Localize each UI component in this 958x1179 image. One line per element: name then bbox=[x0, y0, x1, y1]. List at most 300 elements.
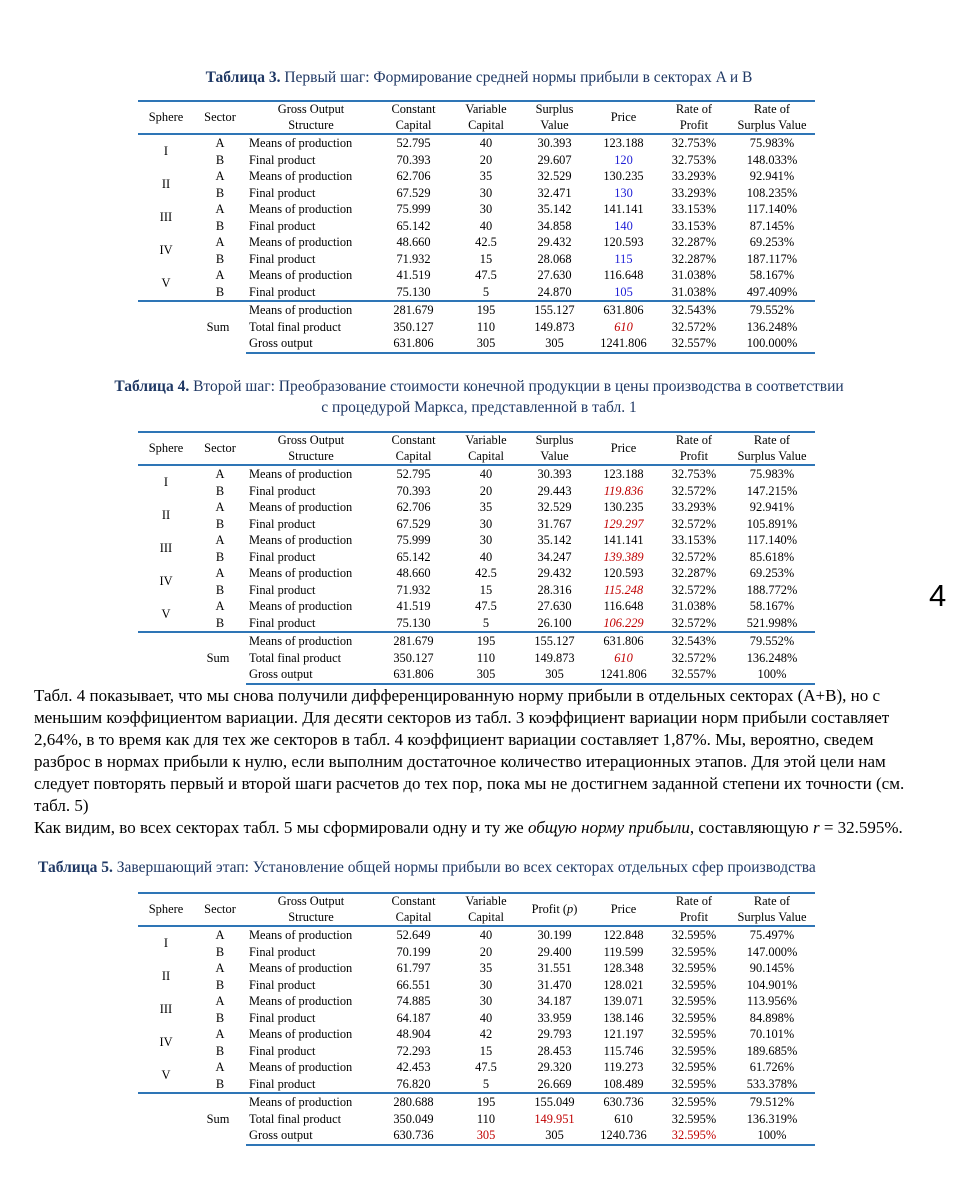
table-cell: 52.795 bbox=[396, 467, 431, 481]
table-cell: 27.630 bbox=[537, 599, 572, 613]
table-cell: 75.497% bbox=[749, 928, 795, 942]
sum-cell: Total final product bbox=[249, 650, 342, 665]
table-row bbox=[138, 185, 815, 202]
table-cell: 130.235 bbox=[603, 169, 644, 183]
sum-cell: 136.248% bbox=[746, 650, 798, 665]
table-cell: 32.471 bbox=[537, 185, 572, 200]
table-cell: 105.891% bbox=[746, 516, 798, 531]
table-cell: 41.519 bbox=[396, 599, 431, 613]
table-cell: 129.297 bbox=[603, 516, 644, 531]
header-constant-capital: Constant Capital bbox=[376, 432, 451, 465]
table-cell: 30 bbox=[479, 994, 493, 1008]
paragraph-2-start: Как видим, во всех секторах табл. 5 мы сформировали одну и ту же bbox=[34, 818, 528, 837]
sum-cell: 1240.736 bbox=[588, 1127, 659, 1145]
table3 bbox=[138, 100, 815, 354]
table-cell: 32.595% bbox=[671, 1027, 717, 1041]
table-cell: Means of production bbox=[249, 202, 353, 216]
sphere-cell: II bbox=[161, 177, 171, 192]
table-cell: 105 bbox=[614, 284, 633, 299]
table-cell: Means of production bbox=[249, 533, 353, 547]
table-cell: Final product bbox=[249, 284, 316, 299]
table-cell: Final product bbox=[249, 218, 316, 233]
table-cell: 32.595% bbox=[671, 1010, 717, 1025]
table-cell: 65.142 bbox=[396, 218, 431, 233]
sum-cell: 610 bbox=[614, 319, 633, 334]
table-cell: Means of production bbox=[249, 1027, 353, 1041]
table-cell: 62.706 bbox=[396, 500, 431, 514]
header-sector: Sector bbox=[194, 101, 246, 134]
paragraph-2-end: = 32.595%. bbox=[819, 818, 903, 837]
table-row bbox=[138, 549, 815, 566]
sum-cell: 79.552% bbox=[729, 632, 815, 650]
table-cell: Means of production bbox=[249, 235, 353, 249]
table-cell: 32.595% bbox=[671, 944, 717, 959]
sphere-cell: V bbox=[161, 276, 171, 291]
table-cell: 74.885 bbox=[396, 994, 431, 1008]
table-cell: 41.519 bbox=[396, 268, 431, 282]
table-cell: 40 bbox=[479, 1010, 493, 1025]
table-cell: 40 bbox=[479, 218, 493, 233]
table-cell: 33.293% bbox=[671, 185, 717, 200]
table-cell: 188.772% bbox=[746, 582, 798, 597]
header-surplus-value: Surplus Value bbox=[521, 432, 588, 465]
table-cell: 40 bbox=[479, 467, 493, 481]
table-cell: 32.287% bbox=[671, 235, 717, 249]
sum-cell: Means of production bbox=[246, 301, 376, 319]
table-cell: 85.618% bbox=[749, 549, 795, 564]
header-sector: Sector bbox=[194, 893, 246, 926]
table-cell: 32.595% bbox=[671, 1076, 717, 1091]
table-cell: 30 bbox=[479, 533, 493, 547]
sum-cell: 79.512% bbox=[729, 1093, 815, 1111]
table-cell: 141.141 bbox=[603, 533, 644, 547]
table-cell: 67.529 bbox=[396, 185, 431, 200]
sum-cell: 155.049 bbox=[521, 1093, 588, 1111]
sum-cell: 136.248% bbox=[746, 319, 798, 334]
table-cell: 32.572% bbox=[671, 516, 717, 531]
table5 bbox=[138, 892, 815, 1146]
table-cell: 67.529 bbox=[396, 516, 431, 531]
table-row bbox=[138, 516, 815, 533]
sum-cell: 110 bbox=[476, 1111, 496, 1126]
header-price: Price bbox=[588, 101, 659, 134]
table-cell: 5 bbox=[482, 284, 490, 299]
sum-cell: Means of production bbox=[246, 632, 376, 650]
table3-caption bbox=[0, 69, 958, 87]
table-row bbox=[138, 565, 815, 582]
table-cell: A bbox=[215, 467, 225, 481]
sum-cell: 32.543% bbox=[659, 632, 729, 650]
table-cell: 75.983% bbox=[749, 467, 795, 481]
sphere-cell: II bbox=[161, 508, 171, 523]
table-cell: 32.595% bbox=[671, 928, 717, 942]
header-rate-of-profit: Rate of Profit bbox=[659, 432, 729, 465]
table-row bbox=[138, 598, 815, 615]
sum-label: Sum bbox=[138, 1093, 246, 1145]
table-cell: Final product bbox=[249, 152, 316, 167]
table-cell: Final product bbox=[249, 944, 316, 959]
table-cell: A bbox=[215, 566, 225, 580]
table-cell: 42.5 bbox=[475, 566, 497, 580]
sum-cell: 350.127 bbox=[393, 650, 434, 665]
table-cell: 20 bbox=[479, 944, 493, 959]
table-cell: A bbox=[215, 169, 225, 183]
table-cell: B bbox=[215, 284, 225, 299]
page-number: 4 bbox=[929, 578, 947, 613]
table-cell: Means of production bbox=[249, 928, 353, 942]
table-row bbox=[138, 499, 815, 516]
header-profit: Profit (p) bbox=[521, 893, 588, 926]
table-cell: 52.649 bbox=[396, 928, 431, 942]
sum-cell: 155.127 bbox=[521, 301, 588, 319]
header-rate-of-profit: Rate of Profit bbox=[659, 101, 729, 134]
table-cell: 117.140% bbox=[746, 533, 798, 547]
table-cell: 30 bbox=[479, 185, 493, 200]
table4 bbox=[138, 431, 815, 685]
table-row bbox=[138, 615, 815, 633]
sum-cell: 631.806 bbox=[376, 335, 451, 353]
table-cell: B bbox=[215, 1043, 225, 1058]
table-cell: 5 bbox=[482, 1076, 490, 1091]
table-cell: 65.142 bbox=[396, 549, 431, 564]
table-row bbox=[138, 1076, 815, 1094]
sum-cell: 305 bbox=[521, 335, 588, 353]
table-cell: 140 bbox=[614, 218, 633, 233]
sum-cell: Gross output bbox=[246, 1127, 376, 1145]
table-cell: 32.572% bbox=[671, 483, 717, 498]
sphere-cell: I bbox=[163, 475, 169, 490]
table-cell: 48.904 bbox=[396, 1027, 431, 1041]
table-cell: 141.141 bbox=[603, 202, 644, 216]
table4-caption-text: Второй шаг: Преобразование стоимости конечной продукции в цены производства в соответствии bbox=[189, 378, 844, 395]
table-cell: A bbox=[215, 1060, 225, 1074]
header-structure: Gross Output Structure bbox=[246, 893, 376, 926]
table-row bbox=[138, 465, 815, 483]
table-cell: B bbox=[215, 218, 225, 233]
sum-cell: 155.127 bbox=[521, 632, 588, 650]
body-text bbox=[34, 685, 934, 839]
table-cell: 52.795 bbox=[396, 136, 431, 150]
table-cell: 33.293% bbox=[671, 500, 717, 514]
table-cell: 521.998% bbox=[746, 615, 798, 630]
table-cell: A bbox=[215, 961, 225, 975]
table-cell: 116.648 bbox=[603, 599, 644, 613]
table-cell: A bbox=[215, 202, 225, 216]
table-cell: 113.956% bbox=[746, 994, 798, 1008]
table-cell: 119.599 bbox=[603, 944, 644, 959]
sum-cell: 630.736 bbox=[376, 1127, 451, 1145]
table-row bbox=[138, 1059, 815, 1076]
table-cell: B bbox=[215, 251, 225, 266]
table-cell: 26.100 bbox=[537, 615, 572, 630]
t4-body bbox=[138, 465, 815, 632]
table-cell: Final product bbox=[249, 549, 316, 564]
sum-cell: 305 bbox=[521, 666, 588, 684]
sum-cell: 631.806 bbox=[376, 666, 451, 684]
table-cell: 76.820 bbox=[396, 1076, 431, 1091]
table-cell: 148.033% bbox=[746, 152, 798, 167]
table-cell: 66.551 bbox=[396, 977, 431, 992]
table-cell: Means of production bbox=[249, 566, 353, 580]
sphere-cell: III bbox=[159, 210, 173, 225]
header-constant-capital: Constant Capital bbox=[376, 893, 451, 926]
sum-cell: 350.049 bbox=[393, 1111, 434, 1126]
table-cell: B bbox=[215, 152, 225, 167]
header-sphere: Sphere bbox=[138, 893, 194, 926]
header-structure: Gross Output Structure bbox=[246, 432, 376, 465]
sum-cell: Gross output bbox=[246, 666, 376, 684]
header-price: Price bbox=[588, 893, 659, 926]
table-row bbox=[138, 152, 815, 169]
table-cell: B bbox=[215, 549, 225, 564]
table-cell: A bbox=[215, 268, 225, 282]
table-cell: A bbox=[215, 928, 225, 942]
header-structure: Gross Output Structure bbox=[246, 101, 376, 134]
table-cell: 29.443 bbox=[537, 483, 572, 498]
table-cell: Means of production bbox=[249, 961, 353, 975]
table-cell: 29.432 bbox=[537, 235, 572, 249]
table-cell: B bbox=[215, 483, 225, 498]
table-cell: 15 bbox=[479, 251, 493, 266]
table-cell: 30.199 bbox=[537, 928, 572, 942]
sum-row bbox=[138, 301, 815, 319]
table-cell: 31.551 bbox=[537, 961, 572, 975]
table-cell: B bbox=[215, 977, 225, 992]
paragraph-2-r: r bbox=[812, 818, 820, 837]
table-cell: 92.941% bbox=[749, 169, 795, 183]
table-row bbox=[138, 284, 815, 302]
table-cell: Final product bbox=[249, 582, 316, 597]
table-cell: 70.101% bbox=[749, 1027, 795, 1041]
table-cell: Final product bbox=[249, 1076, 316, 1091]
table-cell: 30 bbox=[479, 202, 493, 216]
table-cell: 29.432 bbox=[537, 566, 572, 580]
sum-cell: 100.000% bbox=[729, 335, 815, 353]
table-cell: 40 bbox=[479, 549, 493, 564]
table-cell: 70.199 bbox=[396, 944, 431, 959]
table-row bbox=[138, 1043, 815, 1060]
table-cell: 115.746 bbox=[603, 1043, 644, 1058]
table-row bbox=[138, 582, 815, 599]
table-cell: 32.753% bbox=[671, 152, 717, 167]
sum-cell: Means of production bbox=[246, 1093, 376, 1111]
table-cell: 34.858 bbox=[537, 218, 572, 233]
table-cell: 30.393 bbox=[537, 467, 572, 481]
table-cell: 35.142 bbox=[537, 202, 572, 216]
table-cell: 108.489 bbox=[603, 1076, 644, 1091]
table-cell: 42.453 bbox=[396, 1060, 431, 1074]
table-cell: 84.898% bbox=[749, 1010, 795, 1025]
sphere-cell: V bbox=[161, 607, 171, 622]
header-variable-capital: Variable Capital bbox=[451, 432, 521, 465]
table-cell: A bbox=[215, 1027, 225, 1041]
table-cell: 75.130 bbox=[396, 284, 431, 299]
table-cell: 64.187 bbox=[396, 1010, 431, 1025]
table-row bbox=[138, 234, 815, 251]
table-cell: 47.5 bbox=[475, 599, 497, 613]
table-cell: 35 bbox=[479, 169, 493, 183]
header-variable-capital: Variable Capital bbox=[451, 893, 521, 926]
table-cell: 42.5 bbox=[475, 235, 497, 249]
table-cell: B bbox=[215, 615, 225, 630]
table-cell: Means of production bbox=[249, 1060, 353, 1074]
sum-cell: 32.572% bbox=[671, 650, 717, 665]
table-cell: 71.932 bbox=[396, 582, 431, 597]
table-cell: 47.5 bbox=[475, 268, 497, 282]
header-rate-of-surplus-value: Rate of Surplus Value bbox=[729, 432, 815, 465]
sum-cell: 631.806 bbox=[588, 632, 659, 650]
table-cell: Final product bbox=[249, 185, 316, 200]
t4-sum bbox=[138, 632, 815, 684]
sum-label: Sum bbox=[138, 301, 246, 353]
table-cell: 35 bbox=[479, 500, 493, 514]
table-cell: 139.071 bbox=[603, 994, 644, 1008]
table-cell: 123.188 bbox=[603, 467, 644, 481]
paragraph-2 bbox=[34, 817, 934, 839]
table-row bbox=[138, 532, 815, 549]
table-cell: 108.235% bbox=[746, 185, 798, 200]
table-cell: 5 bbox=[482, 615, 490, 630]
sum-cell: 610 bbox=[614, 1111, 633, 1126]
table-cell: B bbox=[215, 185, 225, 200]
table-cell: 32.287% bbox=[671, 251, 717, 266]
table-cell: 497.409% bbox=[746, 284, 798, 299]
table-cell: Means of production bbox=[249, 994, 353, 1008]
table-cell: 119.273 bbox=[603, 1060, 644, 1074]
table-row bbox=[138, 960, 815, 977]
table-cell: 32.595% bbox=[671, 1060, 717, 1074]
sum-cell: 630.736 bbox=[588, 1093, 659, 1111]
sum-cell: 195 bbox=[451, 301, 521, 319]
sphere-cell: I bbox=[163, 144, 169, 159]
table-cell: 117.140% bbox=[746, 202, 798, 216]
t5-header bbox=[138, 893, 815, 926]
table-cell: 115 bbox=[614, 251, 633, 266]
table5-caption-label: Таблица 5. bbox=[38, 859, 113, 876]
table5-caption-text: Завершающий этап: Установление общей нормы прибыли во всех секторах отдельных сфер производства bbox=[112, 859, 816, 876]
table-cell: 35 bbox=[479, 961, 493, 975]
sum-row bbox=[138, 1093, 815, 1111]
sum-row bbox=[138, 632, 815, 650]
table-cell: 72.293 bbox=[396, 1043, 431, 1058]
t3-sum bbox=[138, 301, 815, 353]
sum-label: Sum bbox=[138, 632, 246, 684]
table-row bbox=[138, 1026, 815, 1043]
table-cell: 32.572% bbox=[671, 582, 717, 597]
table-cell: 28.316 bbox=[537, 582, 572, 597]
header-sector: Sector bbox=[194, 432, 246, 465]
table-cell: 58.167% bbox=[749, 599, 795, 613]
table3-caption-text: Первый шаг: Формирование средней нормы прибыли в секторах A и B bbox=[280, 69, 753, 86]
table-cell: 69.253% bbox=[749, 566, 795, 580]
table-cell: 62.706 bbox=[396, 169, 431, 183]
table-cell: 104.901% bbox=[746, 977, 798, 992]
table-row bbox=[138, 926, 815, 944]
sum-cell: 280.688 bbox=[376, 1093, 451, 1111]
header-rate-of-profit: Rate of Profit bbox=[659, 893, 729, 926]
table-cell: B bbox=[215, 1076, 225, 1091]
table-cell: A bbox=[215, 136, 225, 150]
table-cell: 92.941% bbox=[749, 500, 795, 514]
table-row bbox=[138, 993, 815, 1010]
table-cell: 87.145% bbox=[749, 218, 795, 233]
sum-cell: 195 bbox=[451, 632, 521, 650]
table-cell: 24.870 bbox=[537, 284, 572, 299]
sum-cell: 149.873 bbox=[534, 650, 575, 665]
table-cell: 115.248 bbox=[603, 582, 644, 597]
table-cell: Final product bbox=[249, 1043, 316, 1058]
table-cell: 32.595% bbox=[671, 961, 717, 975]
table-cell: 189.685% bbox=[746, 1043, 798, 1058]
table-cell: 138.146 bbox=[603, 1010, 644, 1025]
table-cell: 29.320 bbox=[537, 1060, 572, 1074]
table4-caption bbox=[0, 376, 958, 418]
table-cell: 71.932 bbox=[396, 251, 431, 266]
table-cell: 75.983% bbox=[749, 136, 795, 150]
table-cell: 32.753% bbox=[671, 136, 717, 150]
table-cell: 15 bbox=[479, 1043, 493, 1058]
table-cell: 33.153% bbox=[671, 218, 717, 233]
table-row bbox=[138, 251, 815, 268]
sum-cell: 1241.806 bbox=[588, 335, 659, 353]
table-cell: Means of production bbox=[249, 268, 353, 282]
table-cell: 40 bbox=[479, 136, 493, 150]
table-cell: 130.235 bbox=[603, 500, 644, 514]
table-cell: 75.130 bbox=[396, 615, 431, 630]
sum-cell: 149.951 bbox=[534, 1111, 575, 1126]
sum-cell: 100% bbox=[729, 1127, 815, 1145]
table-cell: 32.595% bbox=[671, 994, 717, 1008]
table-cell: 48.660 bbox=[396, 566, 431, 580]
sum-cell: 305 bbox=[521, 1127, 588, 1145]
sphere-cell: IV bbox=[159, 574, 173, 589]
sum-cell: 32.595% bbox=[671, 1111, 717, 1126]
sum-cell: 305 bbox=[451, 666, 521, 684]
table-cell: Means of production bbox=[249, 599, 353, 613]
table-cell: Final product bbox=[249, 516, 316, 531]
table-cell: B bbox=[215, 1010, 225, 1025]
header-surplus-value: Surplus Value bbox=[521, 101, 588, 134]
header-variable-capital: Variable Capital bbox=[451, 101, 521, 134]
table-cell: Means of production bbox=[249, 500, 353, 514]
sum-cell: 110 bbox=[476, 650, 496, 665]
table-cell: 32.572% bbox=[671, 549, 717, 564]
table-cell: 32.529 bbox=[537, 500, 572, 514]
table-cell: 28.068 bbox=[537, 251, 572, 266]
table-cell: 20 bbox=[479, 483, 493, 498]
table-cell: 32.287% bbox=[671, 566, 717, 580]
table-cell: 33.293% bbox=[671, 169, 717, 183]
sphere-cell: III bbox=[159, 1002, 173, 1017]
table-cell: 40 bbox=[479, 928, 493, 942]
sum-cell: Gross output bbox=[246, 335, 376, 353]
table-cell: 122.848 bbox=[603, 928, 644, 942]
table-row bbox=[138, 483, 815, 500]
sum-cell: Total final product bbox=[249, 1111, 342, 1126]
table-cell: 31.470 bbox=[537, 977, 572, 992]
table-cell: Final product bbox=[249, 615, 316, 630]
sphere-cell: IV bbox=[159, 1035, 173, 1050]
sum-cell: 32.595% bbox=[659, 1127, 729, 1145]
header-constant-capital: Constant Capital bbox=[376, 101, 451, 134]
table-cell: 32.595% bbox=[671, 977, 717, 992]
table-cell: Means of production bbox=[249, 136, 353, 150]
table-cell: 147.000% bbox=[746, 944, 798, 959]
sphere-cell: I bbox=[163, 936, 169, 951]
t3-header bbox=[138, 101, 815, 134]
table-cell: 116.648 bbox=[603, 268, 644, 282]
table-cell: A bbox=[215, 533, 225, 547]
